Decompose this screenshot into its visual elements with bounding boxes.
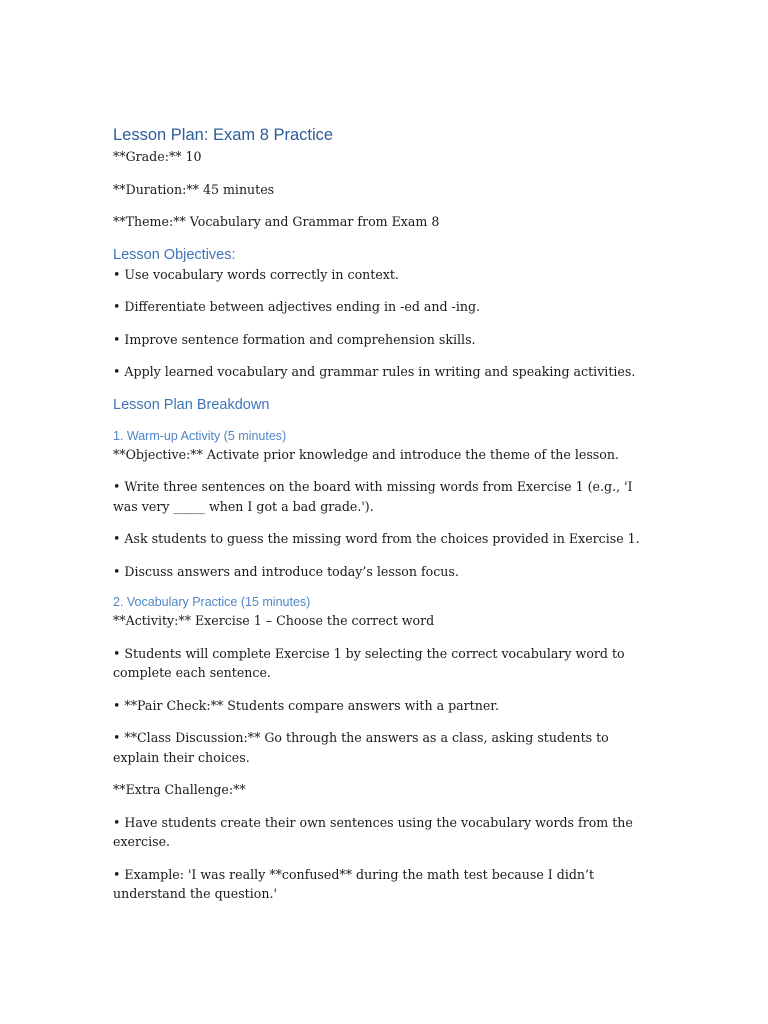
vocab-item: • **Pair Check:** Students compare answers with a partner. [113, 697, 499, 713]
warmup-item: • Ask students to guess the missing word from the choices provided in Exercise 1. [113, 531, 640, 546]
document-page [113, 124, 658, 904]
extra-item: • Example: 'I was really **confused** during the math test because I didn’t understand the question.' [113, 866, 595, 901]
document-title: Lesson Plan: Exam 8 Practice [113, 126, 334, 144]
warmup-heading: 1. Warm-up Activity (5 minutes) [113, 428, 287, 443]
vocab-item: • **Class Discussion:** Go through the answers as a class, asking students to explain their choices. [113, 730, 609, 765]
warmup-item: • Write three sentences on the board with missing words from Exercise 1 (e.g., 'I was very _____ when I got a bad grade.'). [113, 479, 633, 514]
warmup-item: • Discuss answers and introduce today’s lesson focus. [113, 563, 459, 579]
objective-item: • Apply learned vocabulary and grammar rules in writing and speaking activities. [113, 364, 636, 379]
vocab-activity: **Activity:** Exercise 1 – Choose the correct word [113, 613, 435, 628]
duration-line: **Duration:** 45 minutes [113, 181, 275, 197]
objective-item: • Use vocabulary words correctly in context. [113, 266, 399, 282]
objective-item: • Differentiate between adjectives ending in -ed and -ing. [113, 299, 481, 314]
extra-challenge-heading: **Extra Challenge:** [113, 782, 246, 797]
breakdown-heading: Lesson Plan Breakdown [113, 396, 270, 413]
vocab-item: • Students will complete Exercise 1 by selecting the correct vocabulary word to complete each sentence. [113, 645, 625, 680]
warmup-objective: **Objective:** Activate prior knowledge and introduce the theme of the lesson. [113, 446, 619, 462]
grade-line: **Grade:** 10 [113, 149, 202, 164]
vocab-heading: 2. Vocabulary Practice (15 minutes) [113, 595, 311, 609]
objective-item: • Improve sentence formation and comprehension skills. [113, 331, 476, 347]
theme-line: **Theme:** Vocabulary and Grammar from Exam 8 [113, 214, 440, 229]
objectives-heading: Lesson Objectives: [113, 246, 236, 263]
extra-item: • Have students create their own sentences using the vocabulary words from the exercise. [113, 814, 633, 849]
